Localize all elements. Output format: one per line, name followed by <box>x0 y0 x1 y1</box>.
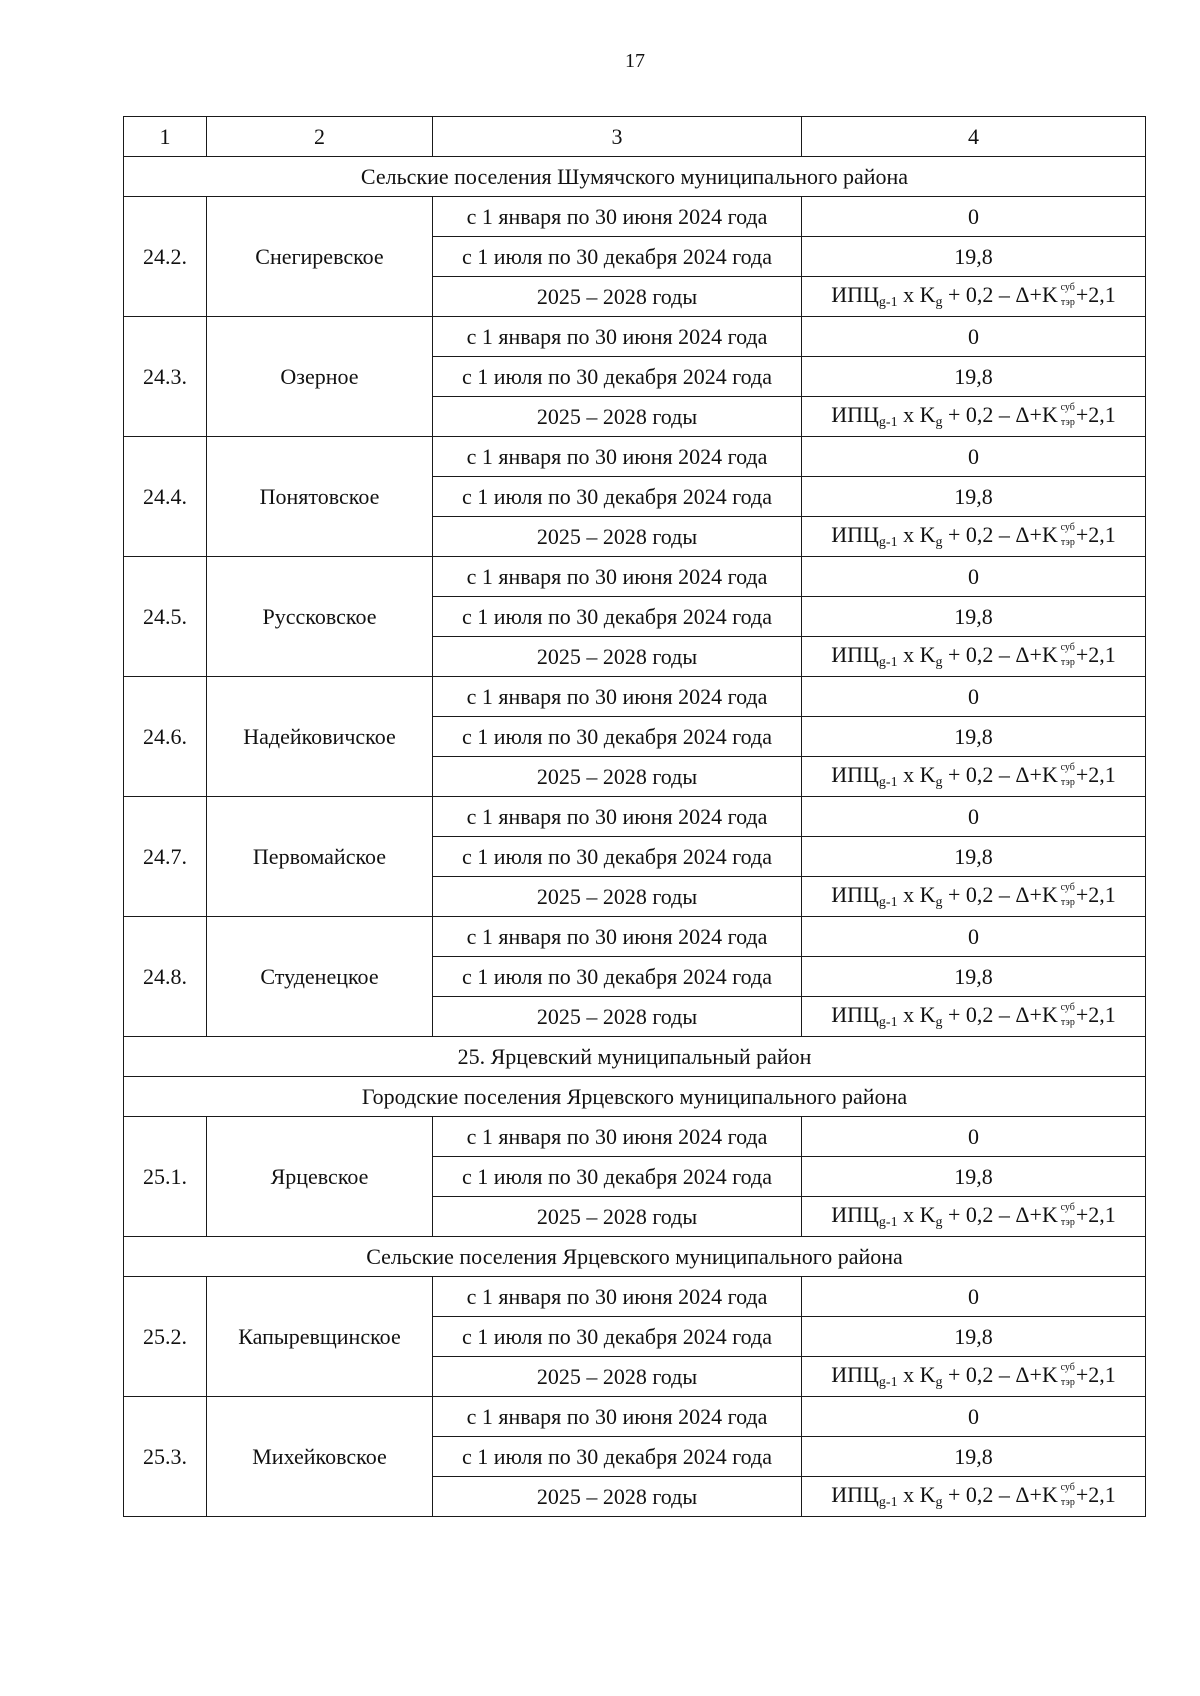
formula-k2-sub: тэр <box>1060 776 1075 788</box>
formula-k2-sub: тэр <box>1060 1496 1075 1508</box>
formula-k: K <box>919 1001 936 1027</box>
page-number: 17 <box>625 50 645 72</box>
formula-ipc-sub: g-1 <box>878 534 898 550</box>
formula-cell <box>802 637 1146 677</box>
table-row <box>124 437 1146 477</box>
section-subtitle: Городские поселения Ярцевского муниципального района <box>124 1077 1146 1117</box>
formula-middle: + 0,2 – Δ+ <box>942 281 1042 307</box>
table-row <box>124 1277 1146 1317</box>
row-number: 24.8. <box>124 917 207 1037</box>
formula-cell <box>802 397 1146 437</box>
formula-k: K <box>919 641 936 667</box>
settlement-name: Надейковичское <box>207 677 433 797</box>
formula-ipc: ИПЦ <box>831 641 879 667</box>
formula-k2: K <box>1041 401 1058 427</box>
formula-middle: + 0,2 – Δ+ <box>942 521 1042 547</box>
formula-k: K <box>919 1481 936 1507</box>
period-cell: с 1 июля по 30 декабря 2024 года <box>433 1317 802 1357</box>
period-cell: с 1 января по 30 июня 2024 года <box>433 1117 802 1157</box>
formula-middle: + 0,2 – Δ+ <box>942 1361 1042 1387</box>
period-cell: с 1 июля по 30 декабря 2024 года <box>433 717 802 757</box>
formula-k2-group <box>1041 1361 1076 1388</box>
formula-k2-sub: тэр <box>1060 656 1075 668</box>
formula-k2-sub: тэр <box>1060 1016 1075 1028</box>
formula-k2-group <box>1041 641 1076 668</box>
header-cell: 4 <box>802 117 1146 157</box>
formula-k2: K <box>1041 881 1058 907</box>
formula-k-sub: g <box>935 534 943 550</box>
formula-tail: +2,1 <box>1075 881 1116 907</box>
row-number: 25.2. <box>124 1277 207 1397</box>
formula-k: K <box>919 881 936 907</box>
formula-ipc-sub: g-1 <box>878 774 898 790</box>
formula-ipc-sub: g-1 <box>878 894 898 910</box>
formula-k2-group <box>1041 1001 1076 1028</box>
formula-k2: K <box>1041 641 1058 667</box>
formula-times: х <box>897 1001 920 1027</box>
period-cell: 2025 – 2028 годы <box>433 997 802 1037</box>
formula-k2-sub: тэр <box>1060 416 1075 428</box>
formula-k2: K <box>1041 761 1058 787</box>
header-cell: 3 <box>433 117 802 157</box>
table-row <box>124 677 1146 717</box>
formula-tail: +2,1 <box>1075 1201 1116 1227</box>
formula-tail: +2,1 <box>1075 1361 1116 1387</box>
settlement-name: Ярцевское <box>207 1117 433 1237</box>
formula-times: х <box>897 1481 920 1507</box>
period-cell: с 1 января по 30 июня 2024 года <box>433 317 802 357</box>
value-cell: 0 <box>802 317 1146 357</box>
value-cell: 19,8 <box>802 837 1146 877</box>
formula-ipc: ИПЦ <box>831 1001 879 1027</box>
value-cell: 0 <box>802 677 1146 717</box>
table-row <box>124 197 1146 237</box>
section-title: 25. Ярцевский муниципальный район <box>124 1037 1146 1077</box>
period-cell: с 1 июля по 30 декабря 2024 года <box>433 1437 802 1477</box>
period-cell: с 1 июля по 30 декабря 2024 года <box>433 237 802 277</box>
formula-tail: +2,1 <box>1075 761 1116 787</box>
formula-ipc-sub: g-1 <box>878 1014 898 1030</box>
formula-k2-sup: суб <box>1060 1481 1075 1493</box>
table-row <box>124 1397 1146 1437</box>
formula-tail: +2,1 <box>1075 1001 1116 1027</box>
table-row <box>124 317 1146 357</box>
formula-k2: K <box>1041 281 1058 307</box>
formula-cell <box>802 1357 1146 1397</box>
formula-tail: +2,1 <box>1075 641 1116 667</box>
settlement-name: Первомайское <box>207 797 433 917</box>
formula-times: х <box>897 281 920 307</box>
formula-middle: + 0,2 – Δ+ <box>942 881 1042 907</box>
formula-ipc-sub: g-1 <box>878 1374 898 1390</box>
formula-tail: +2,1 <box>1075 281 1116 307</box>
value-cell: 19,8 <box>802 1157 1146 1197</box>
period-cell: с 1 июля по 30 декабря 2024 года <box>433 1157 802 1197</box>
formula-ipc: ИПЦ <box>831 1201 879 1227</box>
formula-middle: + 0,2 – Δ+ <box>942 401 1042 427</box>
value-cell: 19,8 <box>802 1437 1146 1477</box>
table-body <box>124 117 1146 1517</box>
period-cell: 2025 – 2028 годы <box>433 757 802 797</box>
formula-k2-group <box>1041 281 1076 308</box>
formula-k2-sub: тэр <box>1060 1376 1075 1388</box>
period-cell: 2025 – 2028 годы <box>433 1357 802 1397</box>
period-cell: с 1 января по 30 июня 2024 года <box>433 1397 802 1437</box>
formula-k-sub: g <box>935 1494 943 1510</box>
formula-k2-sub: тэр <box>1060 896 1075 908</box>
value-cell: 0 <box>802 197 1146 237</box>
formula-cell <box>802 1477 1146 1517</box>
formula-times: х <box>897 401 920 427</box>
formula-k2-group <box>1041 881 1076 908</box>
header-cell: 2 <box>207 117 433 157</box>
formula-middle: + 0,2 – Δ+ <box>942 641 1042 667</box>
formula-cell <box>802 517 1146 557</box>
formula-ipc: ИПЦ <box>831 281 879 307</box>
formula-middle: + 0,2 – Δ+ <box>942 1481 1042 1507</box>
value-cell: 19,8 <box>802 357 1146 397</box>
formula-ipc-sub: g-1 <box>878 1214 898 1230</box>
formula-k: K <box>919 1201 936 1227</box>
row-number: 24.6. <box>124 677 207 797</box>
formula-k2: K <box>1041 1201 1058 1227</box>
formula-k2-sup: суб <box>1060 1001 1075 1013</box>
header-row <box>124 117 1146 157</box>
settlement-name: Капыревщинское <box>207 1277 433 1397</box>
formula-k-sub: g <box>935 294 943 310</box>
formula-k2: K <box>1041 1361 1058 1387</box>
formula-k2-sup: суб <box>1060 761 1075 773</box>
formula-times: х <box>897 521 920 547</box>
period-cell: 2025 – 2028 годы <box>433 637 802 677</box>
period-cell: 2025 – 2028 годы <box>433 277 802 317</box>
formula-k2-group <box>1041 401 1076 428</box>
formula-tail: +2,1 <box>1075 1481 1116 1507</box>
formula-k2-sup: суб <box>1060 1201 1075 1213</box>
formula-times: х <box>897 1361 920 1387</box>
period-cell: с 1 января по 30 июня 2024 года <box>433 797 802 837</box>
period-cell: с 1 января по 30 июня 2024 года <box>433 917 802 957</box>
value-cell: 19,8 <box>802 597 1146 637</box>
tariff-table <box>123 116 1146 1517</box>
formula-k2-sup: суб <box>1060 281 1075 293</box>
formula-k-sub: g <box>935 1014 943 1030</box>
settlement-name: Озерное <box>207 317 433 437</box>
value-cell: 0 <box>802 1397 1146 1437</box>
period-cell: с 1 июля по 30 декабря 2024 года <box>433 837 802 877</box>
formula-k2-sub: тэр <box>1060 296 1075 308</box>
table-row <box>124 1117 1146 1157</box>
formula-ipc-sub: g-1 <box>878 294 898 310</box>
formula-ipc: ИПЦ <box>831 761 879 787</box>
header-cell: 1 <box>124 117 207 157</box>
formula-k2-sup: суб <box>1060 521 1075 533</box>
table-row <box>124 797 1146 837</box>
period-cell: 2025 – 2028 годы <box>433 1197 802 1237</box>
formula-middle: + 0,2 – Δ+ <box>942 1201 1042 1227</box>
formula-cell <box>802 757 1146 797</box>
period-cell: 2025 – 2028 годы <box>433 1477 802 1517</box>
formula-k2-sub: тэр <box>1060 536 1075 548</box>
formula-cell <box>802 877 1146 917</box>
formula-ipc-sub: g-1 <box>878 1494 898 1510</box>
period-cell: с 1 июля по 30 декабря 2024 года <box>433 597 802 637</box>
section-title: Сельские поселения Шумячского муниципального района <box>124 157 1146 197</box>
period-cell: с 1 января по 30 июня 2024 года <box>433 437 802 477</box>
formula-k2: K <box>1041 1481 1058 1507</box>
row-number: 24.4. <box>124 437 207 557</box>
period-cell: с 1 июля по 30 декабря 2024 года <box>433 957 802 997</box>
formula-times: х <box>897 881 920 907</box>
formula-k2-sub: тэр <box>1060 1216 1075 1228</box>
table-row <box>124 557 1146 597</box>
period-cell: 2025 – 2028 годы <box>433 397 802 437</box>
value-cell: 0 <box>802 437 1146 477</box>
formula-cell <box>802 277 1146 317</box>
settlement-name: Руссковское <box>207 557 433 677</box>
formula-k: K <box>919 281 936 307</box>
formula-middle: + 0,2 – Δ+ <box>942 1001 1042 1027</box>
value-cell: 19,8 <box>802 717 1146 757</box>
value-cell: 19,8 <box>802 1317 1146 1357</box>
settlement-name: Михейковское <box>207 1397 433 1517</box>
formula-k2-group <box>1041 1201 1076 1228</box>
formula-times: х <box>897 641 920 667</box>
section-subtitle-row <box>124 1077 1146 1117</box>
formula-times: х <box>897 761 920 787</box>
value-cell: 0 <box>802 557 1146 597</box>
formula-k: K <box>919 401 936 427</box>
formula-k2-sup: суб <box>1060 401 1075 413</box>
formula-k2-group <box>1041 761 1076 788</box>
formula-k2-sup: суб <box>1060 641 1075 653</box>
formula-k: K <box>919 761 936 787</box>
period-cell: с 1 июля по 30 декабря 2024 года <box>433 477 802 517</box>
formula-k2-sup: суб <box>1060 881 1075 893</box>
section-title-row <box>124 157 1146 197</box>
formula-ipc: ИПЦ <box>831 1481 879 1507</box>
formula-k-sub: g <box>935 414 943 430</box>
row-number: 24.5. <box>124 557 207 677</box>
row-number: 25.1. <box>124 1117 207 1237</box>
period-cell: с 1 января по 30 июня 2024 года <box>433 677 802 717</box>
formula-k: K <box>919 521 936 547</box>
formula-k2-group <box>1041 521 1076 548</box>
formula-tail: +2,1 <box>1075 521 1116 547</box>
period-cell: 2025 – 2028 годы <box>433 877 802 917</box>
formula-k-sub: g <box>935 654 943 670</box>
formula-k2: K <box>1041 1001 1058 1027</box>
value-cell: 19,8 <box>802 477 1146 517</box>
formula-ipc-sub: g-1 <box>878 414 898 430</box>
formula-ipc-sub: g-1 <box>878 654 898 670</box>
row-number: 24.3. <box>124 317 207 437</box>
formula-k-sub: g <box>935 894 943 910</box>
section-title-row <box>124 1037 1146 1077</box>
settlement-name: Снегиревское <box>207 197 433 317</box>
period-cell: с 1 января по 30 июня 2024 года <box>433 197 802 237</box>
formula-k: K <box>919 1361 936 1387</box>
formula-cell <box>802 1197 1146 1237</box>
value-cell: 0 <box>802 917 1146 957</box>
formula-ipc: ИПЦ <box>831 401 879 427</box>
period-cell: 2025 – 2028 годы <box>433 517 802 557</box>
row-number: 24.2. <box>124 197 207 317</box>
section-title: Сельские поселения Ярцевского муниципального района <box>124 1237 1146 1277</box>
formula-cell <box>802 997 1146 1037</box>
row-number: 24.7. <box>124 797 207 917</box>
settlement-name: Студенецкое <box>207 917 433 1037</box>
formula-ipc: ИПЦ <box>831 881 879 907</box>
formula-k-sub: g <box>935 774 943 790</box>
settlement-name: Понятовское <box>207 437 433 557</box>
period-cell: с 1 января по 30 июня 2024 года <box>433 1277 802 1317</box>
value-cell: 0 <box>802 797 1146 837</box>
formula-ipc: ИПЦ <box>831 1361 879 1387</box>
table-row <box>124 917 1146 957</box>
period-cell: с 1 января по 30 июня 2024 года <box>433 557 802 597</box>
formula-tail: +2,1 <box>1075 401 1116 427</box>
value-cell: 0 <box>802 1277 1146 1317</box>
formula-ipc: ИПЦ <box>831 521 879 547</box>
row-number: 25.3. <box>124 1397 207 1517</box>
formula-k2-sup: суб <box>1060 1361 1075 1373</box>
formula-k-sub: g <box>935 1374 943 1390</box>
formula-times: х <box>897 1201 920 1227</box>
formula-k2-group <box>1041 1481 1076 1508</box>
section-title-row <box>124 1237 1146 1277</box>
formula-k2: K <box>1041 521 1058 547</box>
value-cell: 0 <box>802 1117 1146 1157</box>
value-cell: 19,8 <box>802 957 1146 997</box>
formula-k-sub: g <box>935 1214 943 1230</box>
period-cell: с 1 июля по 30 декабря 2024 года <box>433 357 802 397</box>
formula-middle: + 0,2 – Δ+ <box>942 761 1042 787</box>
value-cell: 19,8 <box>802 237 1146 277</box>
